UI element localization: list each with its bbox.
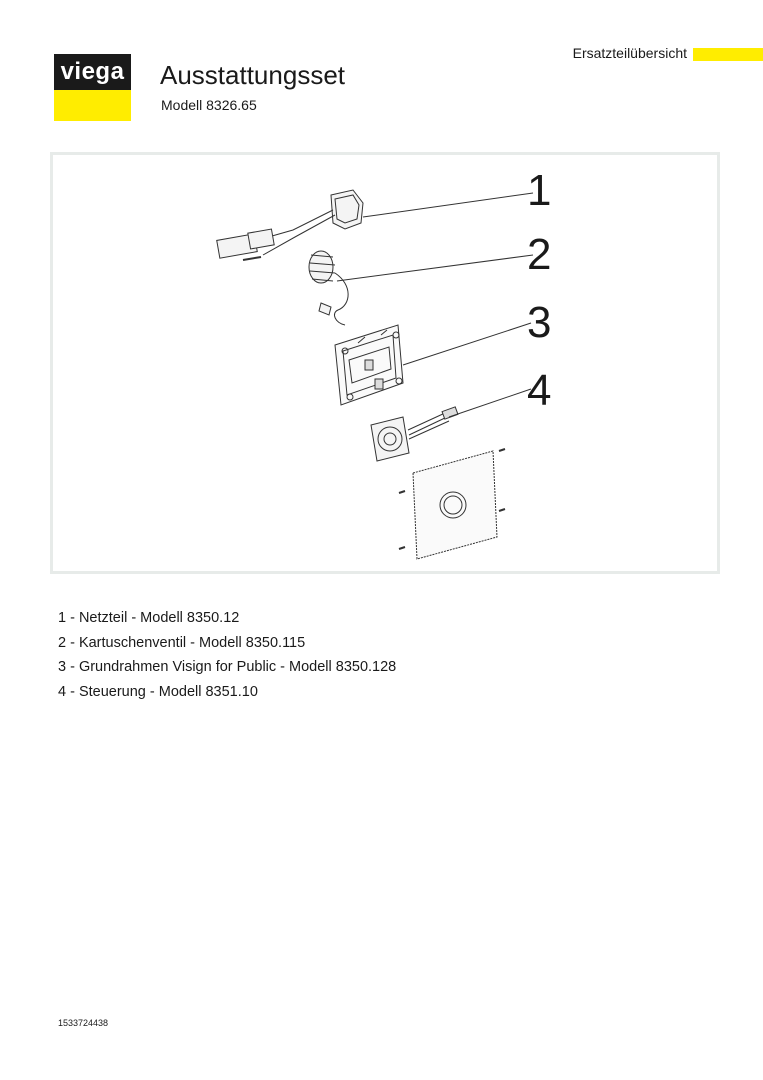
leader-line-2 [337, 255, 533, 281]
document-type: Ersatzteilübersicht [572, 45, 687, 61]
base-frame-illustration [335, 325, 403, 405]
leader-line-3 [403, 323, 531, 365]
page-title: Ausstattungsset [160, 60, 345, 90]
parts-list-item: 4 - Steuerung - Modell 8351.10 [58, 683, 258, 700]
control-unit-illustration [371, 407, 505, 559]
leader-line-1 [363, 193, 533, 217]
logo-yellow-bar [54, 90, 131, 121]
logo-wordmark: viega [54, 54, 131, 90]
parts-list-item: 3 - Grundrahmen Visign for Public - Modell 8350.128 [58, 659, 397, 675]
parts-list-item: 1 - Netzteil - Modell 8350.12 [58, 610, 240, 626]
callout-3: 3 [527, 298, 552, 347]
leader-line-4 [449, 389, 531, 417]
parts-list [58, 606, 396, 704]
document-number: 1533724438 [58, 1018, 109, 1028]
exploded-view-figure [50, 152, 720, 574]
callout-1: 1 [527, 166, 552, 215]
power-supply-illustration [217, 190, 363, 260]
callout-4: 4 [527, 366, 552, 415]
parts-list-item: 2 - Kartuschenventil - Modell 8350.115 [58, 634, 306, 651]
model-subtitle: Modell 8326.65 [161, 97, 257, 113]
viega-logo [54, 54, 131, 121]
exploded-view-drawing [53, 155, 717, 571]
cartridge-valve-illustration [309, 251, 348, 325]
callout-2: 2 [527, 230, 552, 279]
document-type-yellow-bar [693, 48, 763, 61]
